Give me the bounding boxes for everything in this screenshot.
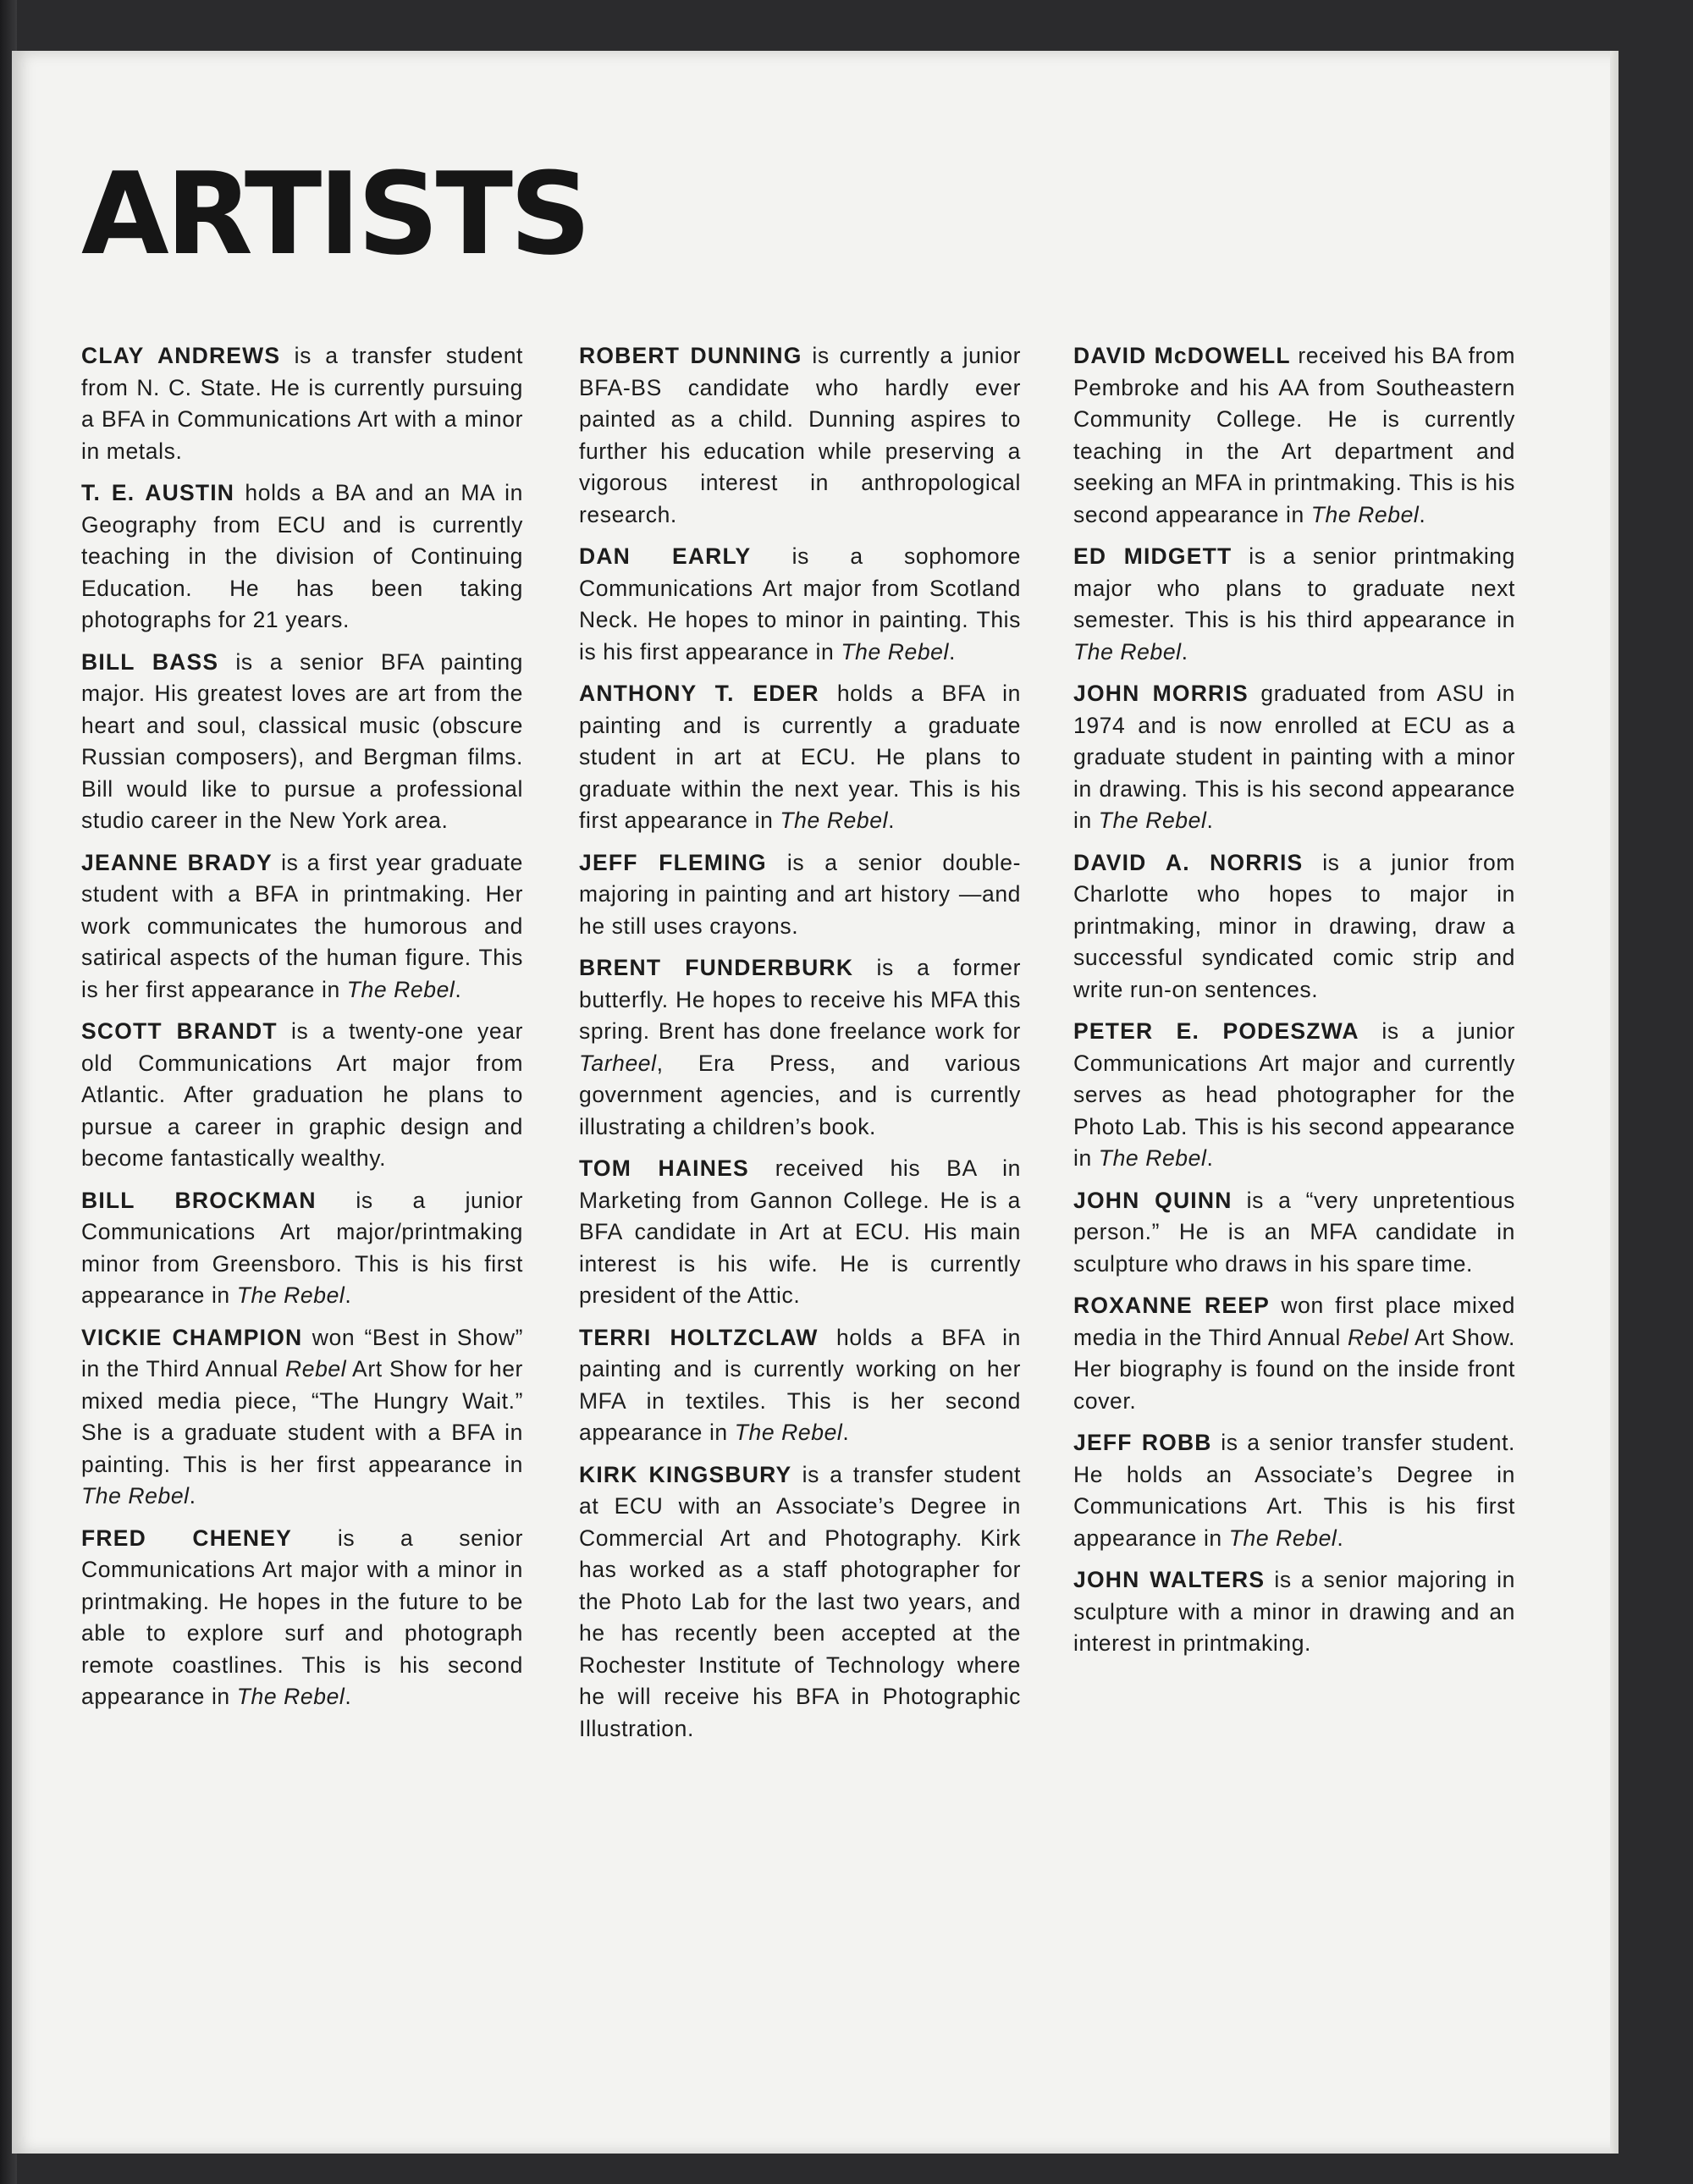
artist-bio bbox=[81, 1523, 523, 1713]
bio-text: is a senior printmaking major who plans to graduate next semester. This is his third appearance in bbox=[1073, 543, 1515, 632]
bio-text: won “Best in Show” in the Third Annual bbox=[81, 1324, 523, 1382]
bio-text: . bbox=[189, 1483, 196, 1508]
artist-name: BILL BASS bbox=[81, 648, 219, 675]
artist-name: CLAY ANDREWS bbox=[81, 343, 281, 368]
artist-name: PETER E. PODESZWA bbox=[1073, 1018, 1359, 1044]
bio-text: is a transfer student at ECU with an Associate’s Degree in Commercial Art and Photography. Kirk has worked as a staff photographer for the Photo Lab for the last two years, and he has recently been accepted at the Rochester Institute of Technology where he will receive his BFA in Photographic Illustration. bbox=[579, 1461, 1022, 1741]
artist-name: JEANNE BRADY bbox=[81, 849, 273, 875]
bio-text: is a junior Communications Art major and currently serves as head photographer for the Photo Lab. This is his second appearance in bbox=[1073, 1018, 1515, 1171]
bio-text: is a twenty-one year old Communications Art major from Atlantic. After graduation he plans to pursue a career in graphic design and become fantastically wealthy. bbox=[81, 1018, 524, 1171]
bio-text: . bbox=[345, 1282, 352, 1308]
bio-text: received his BA in Marketing from Gannon College. He is a BFA candidate in Art at ECU. His main interest is his wife. He is currently president of the Attic. bbox=[579, 1155, 1021, 1308]
artist-bio bbox=[579, 541, 1021, 668]
bio-text: . bbox=[1206, 1145, 1214, 1171]
bio-text: is a senior majoring in sculpture with a minor in drawing and an interest in printmaking. bbox=[1073, 1567, 1515, 1656]
artist-bio bbox=[1073, 678, 1515, 837]
publication-title: The Rebel bbox=[1073, 638, 1182, 665]
artist-name: JOHN QUINN bbox=[1073, 1187, 1233, 1213]
artist-bio bbox=[1073, 541, 1515, 668]
publication-title: Rebel bbox=[285, 1356, 347, 1382]
page-title: ARTISTS bbox=[81, 148, 588, 280]
artist-name: ROBERT DUNNING bbox=[579, 343, 802, 368]
bio-text: Art Show for her mixed media piece, “The Hungry Wait.” She is a graduate student with a BFA in painting. This is her first appearance in bbox=[81, 1356, 523, 1477]
artist-name: DAVID A. NORRIS bbox=[1073, 849, 1304, 875]
artist-name: DAVID McDOWELL bbox=[1073, 343, 1291, 368]
artist-name: ROXANNE REEP bbox=[1073, 1293, 1270, 1318]
artist-bio bbox=[81, 340, 523, 467]
artist-bio bbox=[81, 1185, 523, 1312]
publication-title: The Rebel bbox=[734, 1420, 843, 1445]
artist-name: TOM HAINES bbox=[579, 1155, 749, 1181]
bio-text: Art Show. Her biography is found on the inside front cover. bbox=[1073, 1324, 1515, 1414]
bio-text: . bbox=[455, 976, 462, 1002]
artist-bio bbox=[1073, 1427, 1515, 1554]
artist-bio bbox=[579, 678, 1021, 837]
bio-text: holds a BFA in painting and is currently working on her MFA in textiles. This is her second appearance in bbox=[579, 1324, 1021, 1445]
artist-bio bbox=[579, 952, 1021, 1143]
artist-bio bbox=[1073, 1016, 1515, 1175]
publication-title: Tarheel bbox=[579, 1050, 657, 1076]
artist-bio bbox=[579, 1322, 1021, 1449]
bio-text: is a former butterfly. He hopes to receive his MFA this spring. Brent has done freelance work for bbox=[579, 955, 1021, 1044]
artist-name: JOHN WALTERS bbox=[1073, 1567, 1266, 1592]
publication-title: The Rebel bbox=[1098, 1145, 1207, 1171]
bio-text: is a “very unpretentious person.” He is an MFA candidate in sculpture who draws in his spare time. bbox=[1073, 1187, 1515, 1277]
artist-bio bbox=[81, 1016, 523, 1175]
artist-name: JOHN MORRIS bbox=[1073, 681, 1249, 706]
bio-text: is a senior transfer student. He holds an Associate’s Degree in Communications Art. This is his first appearance in bbox=[1073, 1430, 1515, 1551]
artist-bio bbox=[1073, 340, 1515, 531]
bio-text: is a transfer student from N. C. State. He is currently pursuing a BFA in Communications Art with a minor in metals. bbox=[81, 343, 523, 464]
bio-text: . bbox=[1337, 1525, 1344, 1551]
publication-title: The Rebel bbox=[1228, 1525, 1337, 1551]
artist-bio bbox=[579, 1153, 1021, 1312]
artist-name: VICKIE CHAMPION bbox=[81, 1324, 303, 1350]
artist-bio bbox=[1073, 1564, 1515, 1660]
publication-title: The Rebel bbox=[346, 976, 455, 1002]
publication-title: Rebel bbox=[1348, 1324, 1409, 1350]
bio-text: . bbox=[1181, 638, 1188, 665]
bio-text: holds a BA and an MA in Geography from ECU and is currently teaching in the division of Continuing Education. He has been taking photographs for 21 years. bbox=[81, 480, 523, 632]
bio-text: . bbox=[949, 638, 956, 665]
artist-name: ED MIDGETT bbox=[1073, 543, 1233, 569]
bio-text: is a senior double-majoring in painting and art history —and he still uses crayons. bbox=[579, 849, 1022, 939]
bio-text: holds a BFA in painting and is currently a graduate student in art at ECU. He plans to graduate within the next year. This is his first appearance in bbox=[579, 681, 1021, 833]
bio-text: , Era Press, and various government agencies, and is currently illustrating a children’s book. bbox=[579, 1050, 1021, 1139]
publication-title: The Rebel bbox=[236, 1282, 345, 1308]
publication-title: The Rebel bbox=[841, 638, 949, 665]
artist-name: SCOTT BRANDT bbox=[81, 1018, 278, 1044]
artist-name: JEFF ROBB bbox=[1073, 1430, 1212, 1455]
bio-text: won first place mixed media in the Third Annual bbox=[1073, 1293, 1515, 1350]
bio-column-2 bbox=[579, 340, 1021, 1755]
artist-bio bbox=[81, 477, 523, 637]
bio-text: is a senior Communications Art major with a minor in printmaking. He hopes in the future to be able to explore surf and photograph remote coastlines. This is his second appearance in bbox=[81, 1525, 524, 1709]
page-edge bbox=[1610, 51, 1619, 2154]
bio-text: is a junior Communications Art major/printmaking minor from Greensboro. This is his first appearance in bbox=[81, 1187, 523, 1308]
artist-name: KIRK KINGSBURY bbox=[579, 1461, 792, 1487]
artist-name: BRENT FUNDERBURK bbox=[579, 955, 854, 980]
artist-bio bbox=[81, 847, 523, 1007]
artist-bio bbox=[1073, 847, 1515, 1007]
bio-text: . bbox=[1419, 501, 1426, 527]
artist-bio bbox=[579, 1459, 1021, 1746]
bio-column-1 bbox=[81, 340, 523, 1723]
artist-bio bbox=[579, 847, 1021, 943]
artist-name: TERRI HOLTZCLAW bbox=[579, 1324, 819, 1350]
artist-bio bbox=[81, 1322, 523, 1513]
artist-name: ANTHONY T. EDER bbox=[579, 681, 819, 706]
publication-title: The Rebel bbox=[1098, 808, 1207, 833]
bio-text: . bbox=[1206, 808, 1214, 833]
bio-text: is a junior from Charlotte who hopes to major in printmaking, minor in drawing, draw a successful syndicated comic strip and write run-on sentences. bbox=[1073, 849, 1516, 1002]
bio-text: is a senior BFA painting major. His greatest loves are art from the heart and soul, classical music (obscure Russian composers), and Bergman films. Bill would like to pursue a professional studio career in the New York area. bbox=[81, 648, 524, 833]
bio-text: is a first year graduate student with a BFA in printmaking. Her work communicates the humorous and satirical aspects of the human figure. This is her first appearance in bbox=[81, 849, 523, 1002]
artist-name: JEFF FLEMING bbox=[579, 849, 767, 875]
bio-text: received his BA from Pembroke and his AA from Southeastern Community College. He is currently teaching in the Art department and seeking an MFA in printmaking. This is his second appearance in bbox=[1073, 343, 1515, 527]
publication-title: The Rebel bbox=[1310, 501, 1420, 527]
bio-text: . bbox=[888, 808, 896, 833]
bio-text: is a sophomore Communications Art major from Scotland Neck. He hopes to minor in painting. This is his first appearance in bbox=[579, 543, 1021, 665]
bio-text: is currently a junior BFA-BS candidate who hardly ever painted as a child. Dunning aspires to further his education while preserving a vigorous interest in anthropological research. bbox=[579, 343, 1021, 527]
artist-bio bbox=[1073, 1290, 1515, 1417]
publication-title: The Rebel bbox=[81, 1483, 190, 1508]
artist-name: DAN EARLY bbox=[579, 543, 752, 569]
artist-bio bbox=[81, 647, 523, 837]
bio-text: . bbox=[345, 1684, 352, 1709]
artist-name: FRED CHENEY bbox=[81, 1525, 293, 1551]
artist-name: BILL BROCKMAN bbox=[81, 1187, 317, 1213]
publication-title: The Rebel bbox=[236, 1684, 345, 1709]
artist-name: T. E. AUSTIN bbox=[81, 480, 235, 505]
bio-text: graduated from ASU in 1974 and is now enrolled at ECU as a graduate student in painting with a minor in drawing. This is his second appearance in bbox=[1073, 681, 1515, 833]
artist-bio bbox=[1073, 1185, 1515, 1281]
bio-column-3 bbox=[1073, 340, 1515, 1670]
publication-title: The Rebel bbox=[780, 808, 889, 833]
bio-text: . bbox=[842, 1420, 850, 1445]
artist-bio bbox=[579, 340, 1021, 531]
